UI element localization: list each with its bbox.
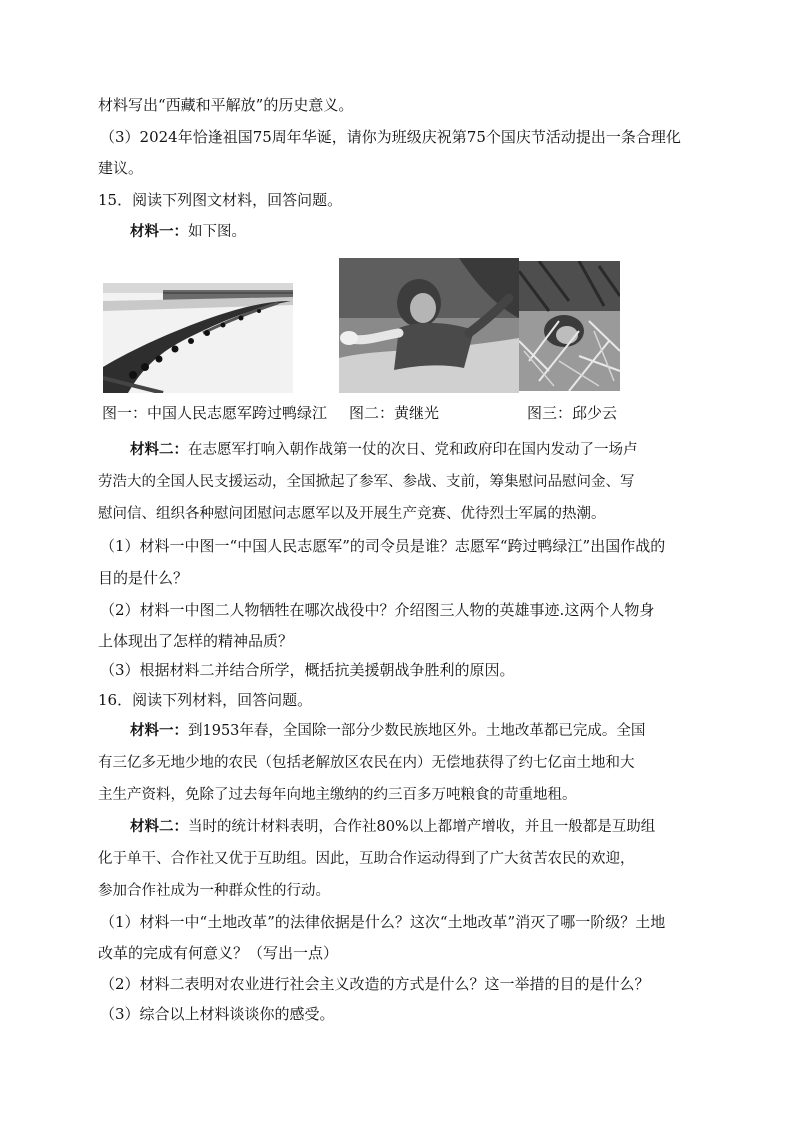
q16-subquestion-1-cont: 改革的完成有何意义？（写出一点） bbox=[98, 944, 339, 962]
q15-subquestion-1: （1）材料一中图一“中国人民志愿军”的司令员是谁？志愿军“跨过鸭绿江”出国作战的 bbox=[100, 537, 666, 555]
q16-material-1-line-2: 有三亿多无地少地的农民（包括老解放区农民在内）无偿地获得了约七亿亩土地和大 bbox=[98, 755, 635, 771]
figure-1-volunteers-crossing-yalu bbox=[103, 283, 293, 393]
figure-2-caption: 图二：黄继光 bbox=[349, 404, 440, 422]
q15-stem: 15．阅读下列图文材料，回答问题。 bbox=[98, 191, 343, 209]
q15-material-1 bbox=[130, 222, 246, 242]
q15-subquestion-3: （3）根据材料二并结合所学，概括抗美援朝战争胜利的原因。 bbox=[100, 661, 515, 679]
q16-material-2-line-3: 参加合作社成为一种群众性的行动。 bbox=[98, 883, 330, 899]
q16-subquestion-3: （3）综合以上材料谈谈你的感受。 bbox=[100, 1005, 335, 1023]
q16-material-1-line-1 bbox=[130, 721, 645, 741]
figure-2-huang-jiguang bbox=[339, 258, 519, 393]
q16-subquestion-2: （2）材料二表明对农业进行社会主义改造的方式是什么？这一举措的目的是什么？ bbox=[100, 975, 650, 993]
q14-tail-line: 材料写出“西藏和平解放”的历史意义。 bbox=[98, 96, 354, 114]
q16-material-1-line-3: 主生产资料，免除了过去每年向地主缴纳的约三百多万吨粮食的苛重地租。 bbox=[98, 787, 577, 803]
q15-material-2-line-3: 慰问信、组织各种慰问团慰问志愿军以及开展生产竞赛、优待烈士军属的热潮。 bbox=[98, 506, 606, 522]
material-label: 材料二： bbox=[130, 818, 188, 835]
q16-material-2-line-2: 化于单干、合作社又优于互助组。因此，互助合作运动得到了广大贫苦农民的欢迎， bbox=[98, 851, 635, 867]
q14-subquestion-3-cont: 建议。 bbox=[98, 159, 144, 177]
q14-subquestion-3: （3）2024年恰逢祖国75周年华诞，请你为班级庆祝第75个国庆节活动提出一条合理化 bbox=[100, 128, 681, 146]
material-label: 材料一： bbox=[130, 223, 188, 240]
q16-stem: 16．阅读下列材料，回答问题。 bbox=[98, 691, 313, 709]
material-text: 到1953年春，全国除一部分少数民族地区外。土地改革都已完成。全国 bbox=[188, 723, 646, 739]
q15-subquestion-2: （2）材料一中图二人物牺牲在哪次战役中？介绍图三人物的英雄事迹.这两个人物身 bbox=[100, 601, 655, 619]
figure-1-caption: 图一：中国人民志愿军跨过鸭绿江 bbox=[102, 404, 328, 422]
figure-3-caption: 图三：邱少云 bbox=[527, 404, 618, 422]
material-text: 在志愿军打响入朝作战第一仗的次日、党和政府印在国内发动了一场卢 bbox=[188, 442, 638, 458]
figure-3-qiu-shaoyun bbox=[519, 261, 620, 391]
q15-subquestion-2-cont: 上体现出了怎样的精神品质？ bbox=[98, 632, 294, 650]
q15-material-2-line-2: 劳浩大的全国人民支援运动，全国掀起了参军、参战、支前，筹集慰问品慰问金、写 bbox=[98, 474, 635, 490]
material-text: 如下图。 bbox=[188, 224, 246, 240]
material-label: 材料一： bbox=[130, 722, 188, 739]
q15-material-2-line-1 bbox=[130, 440, 638, 460]
q16-subquestion-1: （1）材料一中“土地改革”的法律依据是什么？这次“土地改革”消灭了哪一阶级？土地 bbox=[100, 913, 666, 931]
material-text: 当时的统计材料表明，合作社80%以上都增产增收，并且一般都是互助组 bbox=[188, 819, 656, 835]
q15-subquestion-1-cont: 目的是什么？ bbox=[98, 569, 189, 587]
q16-material-2-line-1 bbox=[130, 817, 655, 837]
material-label: 材料二： bbox=[130, 441, 188, 458]
